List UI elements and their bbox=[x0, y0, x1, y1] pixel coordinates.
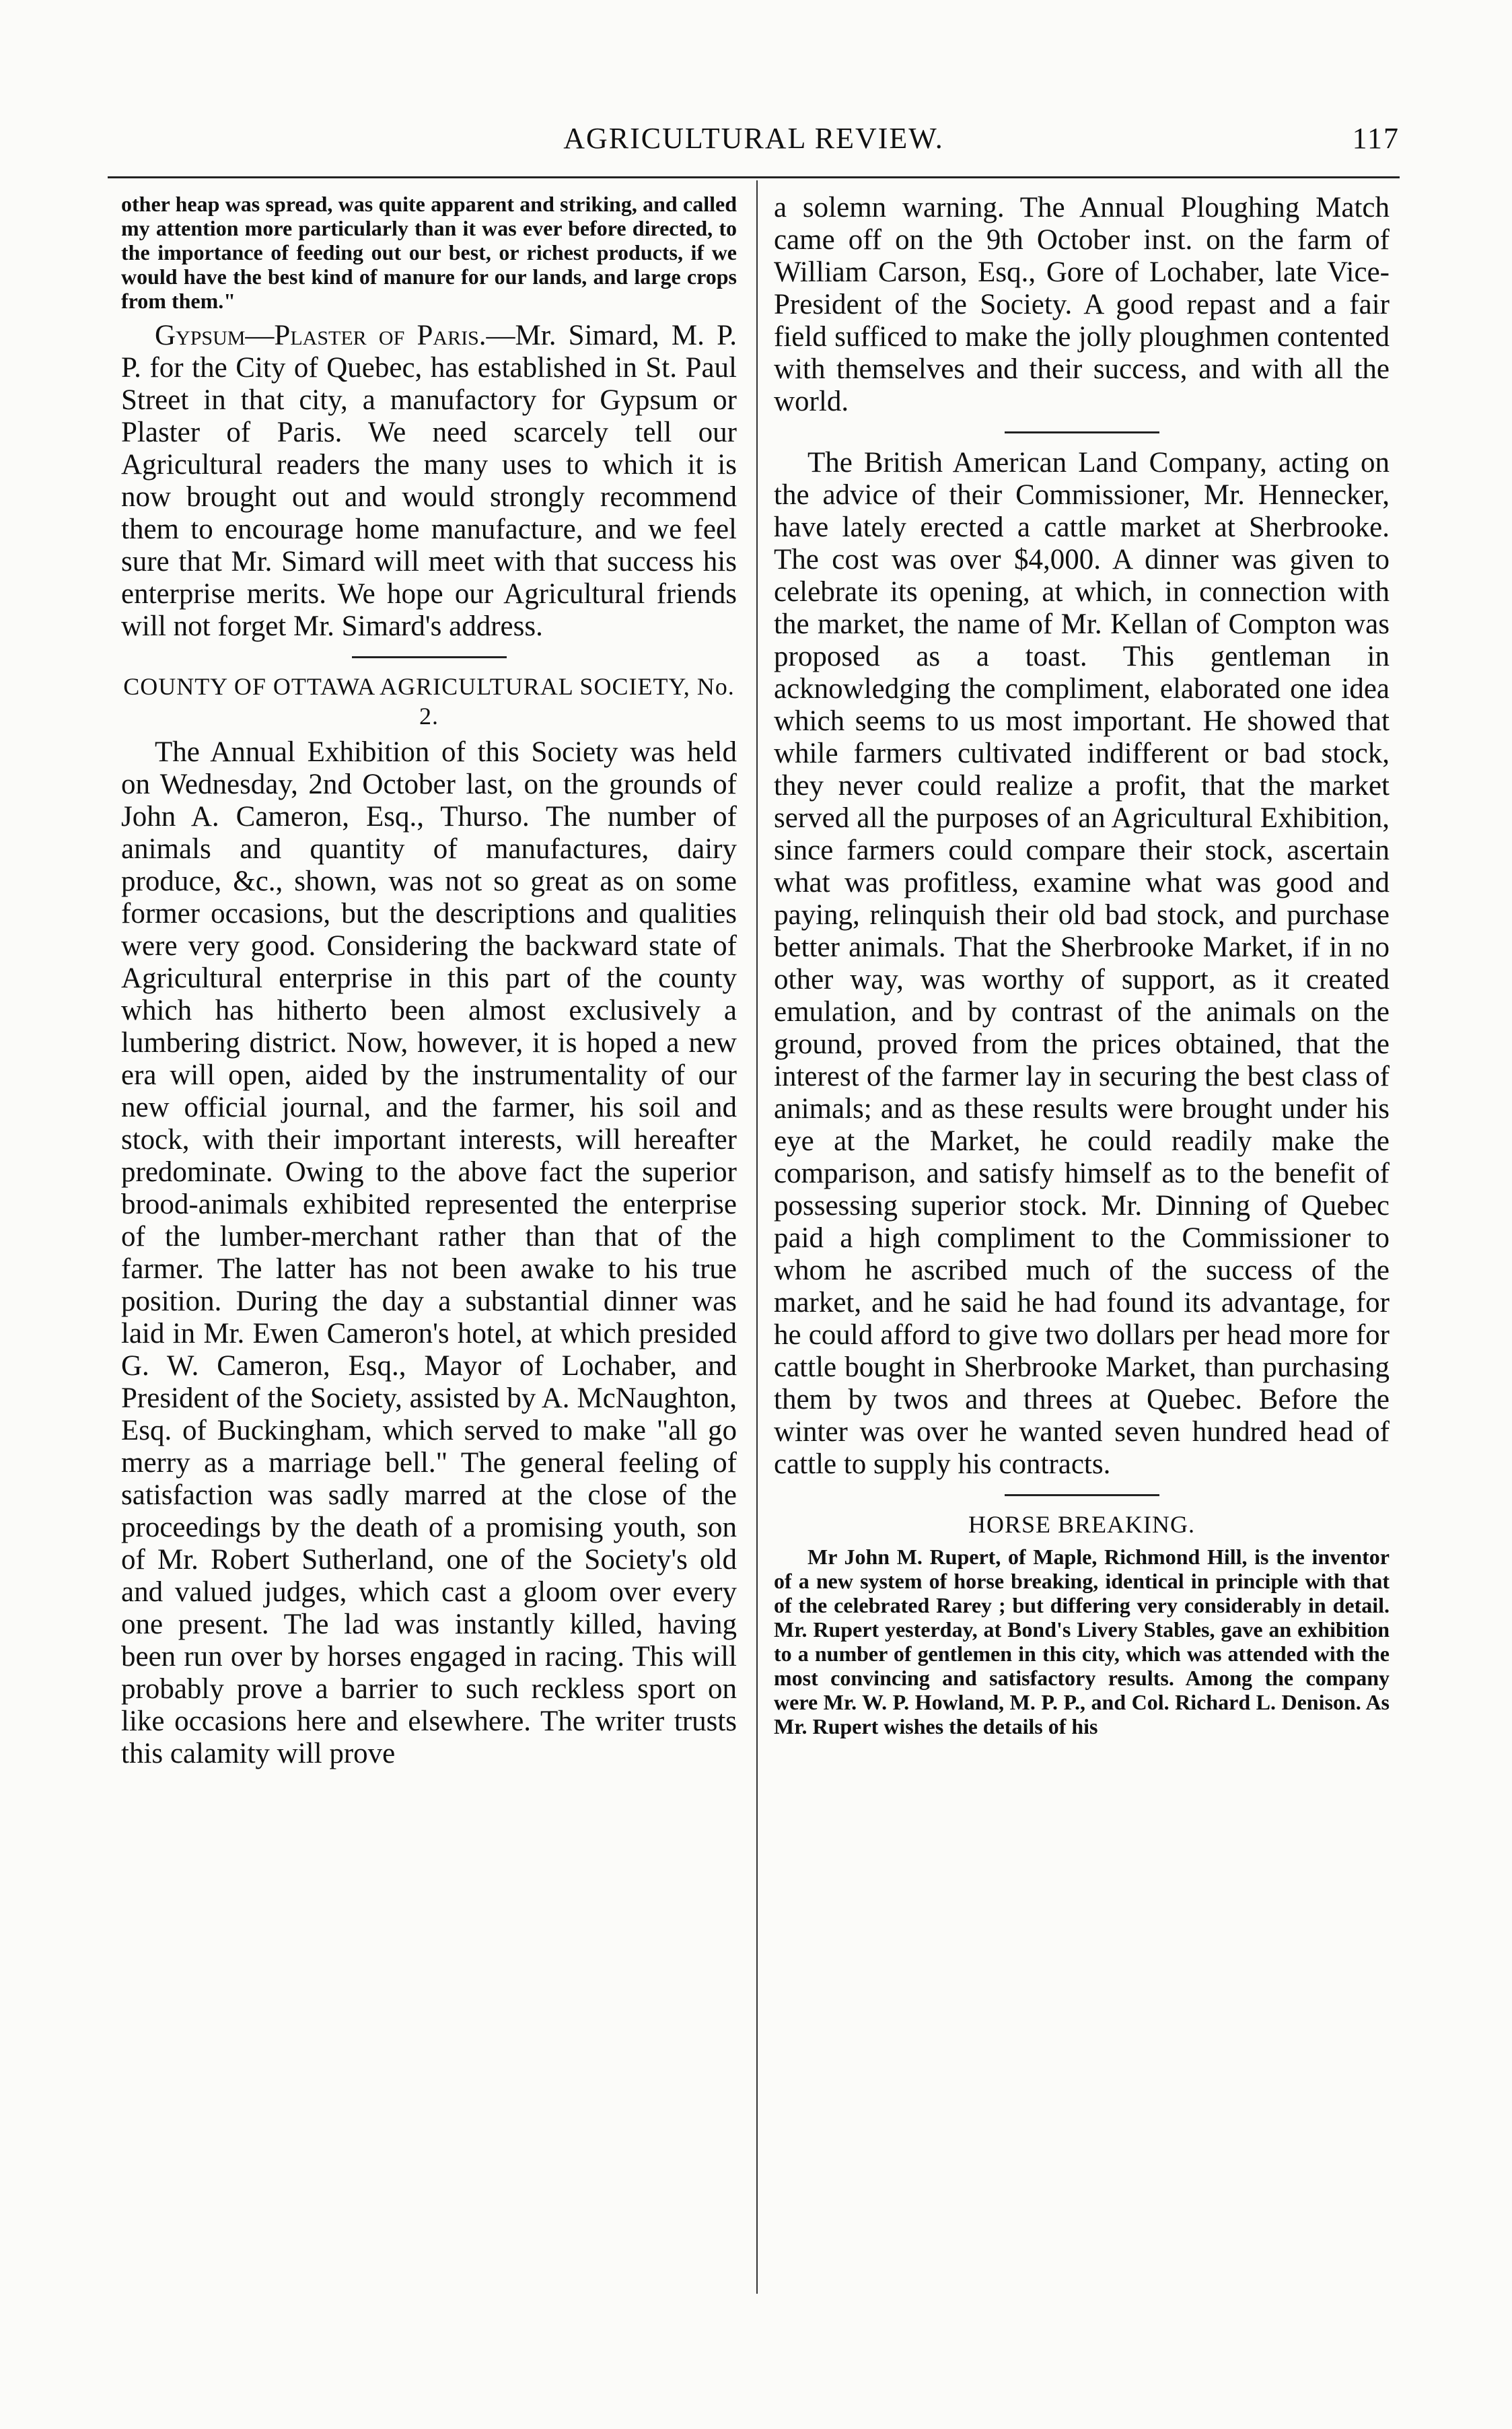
section-rule bbox=[1005, 1494, 1159, 1496]
section-rule bbox=[1005, 431, 1159, 433]
intro-quote: other heap was spread, was quite apparent and striking, and called my attention more particularly than it was ever before directed, to the importance of feeding out our best, or richest products, if we would have the best kind of manure for our lands, and large crops from them." bbox=[121, 192, 737, 313]
running-header bbox=[108, 121, 1400, 168]
right-column bbox=[774, 192, 1390, 1760]
gypsum-paragraph bbox=[121, 320, 737, 643]
page-number: 117 bbox=[1352, 122, 1400, 155]
county-paragraph: The Annual Exhibition of this Society was held on Wednesday, 2nd October last, on the grounds of John A. Cameron, Esq., Thurso. The number of animals and quantity of manufactures, dairy produce, &c., shown, was not so great as on some former occasions, but the descriptions and qualities were very good. Considering the backward state of Agricultural enterprise in this part of the county which has hitherto been almost exclusively a lumbering district. Now, however, it is hoped a new era will open, aided by the instrumentality of our new official journal, and the farmer, his soil and stock, with their important interests, will hereafter predominate. Owing to the above fact the superior brood-animals exhibited represented the enterprise of the lumber-merchant rather than that of the farmer. The latter has not been awake to his true position. During the day a substantial dinner was laid in Mr. Ewen Cameron's hotel, at which presided G. W. Cameron, Esq., Mayor of Lochaber, and President of the Society, assisted by A. McNaughton, Esq. of Buckingham, which served to make "all go merry as a marriage bell." The general feeling of satisfaction was sadly marred at the close of the proceedings by the death of a promising youth, son of Mr. Robert Sutherland, one of the Society's old and valued judges, which cast a gloom over every one present. The lad was instantly killed, having been run over by horses engaged in racing. This will probably prove a barrier to such reckless sport on like occasions here and elsewhere. The writer trusts this calamity will prove bbox=[121, 736, 737, 1769]
section-rule bbox=[352, 656, 507, 658]
running-title: AGRICULTURAL REVIEW. bbox=[563, 122, 944, 155]
continued-paragraph: a solemn warning. The Annual Ploughing Match came off on the 9th October inst. on the farm of William Carson, Esq., Gore of Lochaber, late Vice-President of the Society. A good repast and a fair field sufficed to make the jolly ploughmen contented with themselves and their success, and with all the world. bbox=[774, 192, 1390, 417]
gypsum-heading: Gypsum—Plaster of Paris. bbox=[155, 320, 487, 351]
left-column bbox=[121, 192, 737, 1770]
horse-breaking-paragraph: Mr John M. Rupert, of Maple, Richmond Hill, is the inventor of a new system of horse breaking, identical in principle with that of the celebrated Rarey ; but differing very considerably in detail. Mr. Rupert yesterday, at Bond's Livery Stables, gave an exhibition to a number of gentlemen in this city, which was attended with the most convincing and satisfactory results. Among the company were Mr. W. P. Howland, M. P. P., and Col. Richard L. Denison. As Mr. Rupert wishes the details of his bbox=[774, 1545, 1390, 1738]
header-rule bbox=[108, 176, 1400, 178]
horse-breaking-heading: HORSE BREAKING. bbox=[968, 1511, 1195, 1538]
gypsum-text: —Mr. Simard, M. P. P. for the City of Quebec, has established in St. Paul Street in that city, a manufactory for Gypsum or Plaster of Paris. We need scarcely tell our Agricultural readers the many uses to which it is now brought out and would strongly recommend them to encourage home manufacture, and we feel sure that Mr. Simard will meet with that success his enterprise merits. We hope our Agricultural friends will not forget Mr. Simard's address. bbox=[121, 320, 737, 642]
column-divider bbox=[756, 180, 758, 2294]
county-heading: COUNTY OF OTTAWA AGRICULTURAL SOCIETY, No. 2. bbox=[123, 673, 735, 730]
land-company-paragraph: The British American Land Company, acting on the advice of their Commissioner, Mr. Hennecker, have lately erected a cattle market at Sherbrooke. The cost was over $4,000. A dinner was given to celebrate its opening, at which, in connection with the market, the name of Mr. Kellan of Compton was proposed as a toast. This gentleman in acknowledging the compliment, elaborated one idea which seems to us most important. He showed that while farmers cultivated indifferent or bad stock, they never could realize a profit, that the market served all the purposes of an Agricultural Exhibition, since farmers could compare their stock, ascertain what was profitless, examine what was good and paying, relinquish their old bad stock, and purchase better animals. That the Sherbrooke Market, if in no other way, was worthy of support, as it created emulation, and by contrast of the animals on the ground, proved from the prices obtained, that the interest of the farmer lay in securing the best class of animals; and as these results were brought under his eye at the Market, he could readily make the comparison, and satisfy himself as to the benefit of possessing superior stock. Mr. Dinning of Quebec paid a high compliment to the Commissioner to whom he ascribed much of the success of the market, and he said he had found its advantage, for he could afford to give two dollars per head more for cattle bought in Sherbrooke Market, than purchasing them by twos and threes at Quebec. Before the winter was over he wanted seven hundred head of cattle to supply his contracts. bbox=[774, 447, 1390, 1480]
